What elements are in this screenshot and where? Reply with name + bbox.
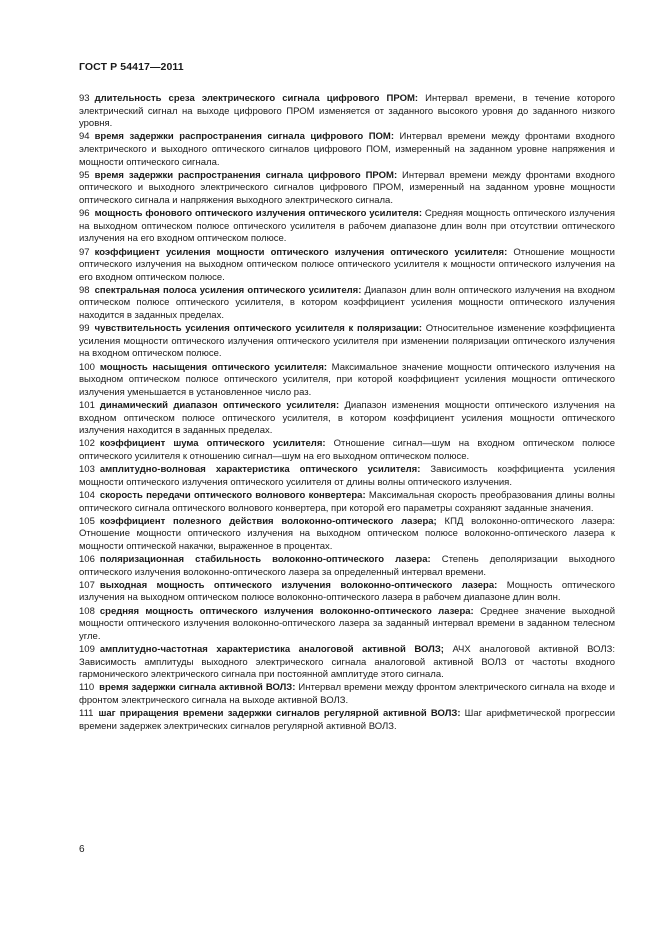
term-entry xyxy=(79,93,615,131)
entry-term: амплитудно-частотная характеристика аналоговой активной ВОЛЗ; xyxy=(99,644,444,656)
entry-term: время задержки распространения сигнала цифрового ПРОМ: xyxy=(94,169,398,181)
entry-definition: Интервал времени между фронтами входного электрического и выходного оптического сигналов цифрового ПОМ, измеренный на заданном уровне напряжения и мощности оптического сигнала. xyxy=(79,131,615,168)
entry-number: 104 xyxy=(79,489,95,501)
entry-definition: Отношение мощности оптического излучения на выходном оптическом полюсе оптического усилителя к мощности оптического излучения на его входном оптическом полюсе. xyxy=(79,246,615,283)
term-entry xyxy=(79,131,615,169)
term-entry xyxy=(79,682,615,707)
entry-term: амплитудно-волновая характеристика оптического усилителя: xyxy=(99,464,421,476)
entry-term: поляризационная стабильность волоконно-оптического лазера: xyxy=(99,554,431,566)
entry-term: шаг приращения времени задержки сигналов регулярной активной ВОЛЗ: xyxy=(98,708,461,720)
term-entry xyxy=(79,170,615,208)
entry-definition: Относительное изменение коэффициента усиления мощности оптического излучения оптического усилителя при изменении поляризации оптического излучения на входном оптическом полюсе. xyxy=(79,323,615,360)
entry-term: чувствительность усиления оптического усилителя к поляризации: xyxy=(94,323,423,335)
entry-number: 97 xyxy=(79,246,90,258)
entry-definition: АЧХ аналоговой активной ВОЛЗ: Зависимость амплитуды выходного электрического сигнала аналоговой активной ВОЛЗ от частоты входного гармонического электрического сигнала при постоянной амплитуде этого сигнала. xyxy=(79,644,615,681)
entry-term: спектральная полоса усиления оптического усилителя: xyxy=(94,284,362,296)
entry-number: 109 xyxy=(79,644,95,656)
entry-definition: Среднее значение выходной мощности оптического излучения волоконно-оптического лазера за заданный интервал времени в заданном телесном угле. xyxy=(79,605,616,642)
entry-term: время задержки сигнала активной ВОЛЗ: xyxy=(99,682,296,694)
term-entry xyxy=(79,400,615,438)
entry-definition: Степень деполяризации выходного оптического излучения волоконно-оптического лазера за определенный интервал времени. xyxy=(79,554,616,578)
entry-definition: Максимальное значение мощности оптического излучения на выходном оптическом полюсе оптического усилителя, при которой коэффициент усиления мощности оптического излучения уменьшается в установленное число раз. xyxy=(79,361,616,398)
entry-number: 106 xyxy=(79,554,95,566)
entry-definition: Интервал времени, в течение которого электрический сигнал на выходе цифрового ПРОМ изменяется от заданного высокого уровня до заданного низкого уровня. xyxy=(79,93,616,130)
entry-number: 93 xyxy=(79,93,90,104)
page-number: 6 xyxy=(79,844,85,855)
entry-number: 105 xyxy=(79,515,95,527)
term-entry xyxy=(79,708,615,733)
entry-number: 110 xyxy=(79,682,95,694)
entry-definition: Диапазон изменения мощности оптического излучения на входном оптическом полюсе оптического усилителя, в котором коэффициент усиления мощности оптического излучения находится в заданных пределах. xyxy=(79,400,616,437)
entry-term: мощность фонового оптического излучения оптического усилителя: xyxy=(94,208,422,220)
term-entry xyxy=(79,438,615,463)
term-entry xyxy=(79,362,615,400)
entry-number: 95 xyxy=(79,169,90,181)
entry-term: скорость передачи оптического волнового конвертера: xyxy=(99,489,366,501)
term-entry xyxy=(79,285,615,323)
entry-definition: Максимальная скорость преобразования длины волны оптического сигнала оптического волнового конвертера, при которой его параметры сохраняют заданные значения. xyxy=(79,489,616,514)
term-entry xyxy=(79,490,615,515)
entry-term: коэффициент полезного действия волоконно-оптического лазера; xyxy=(99,515,437,527)
document-header: ГОСТ Р 54417—2011 xyxy=(79,61,184,73)
entry-definition: Мощность оптического излучения на выходном оптическом полюсе волоконно-оптического лазера в рабочем диапазоне длин волн. xyxy=(79,579,616,604)
entry-term: коэффициент шума оптического усилителя: xyxy=(99,438,326,450)
entry-number: 99 xyxy=(79,323,90,335)
term-entry xyxy=(79,464,615,489)
entry-term: коэффициент усиления мощности оптического излучения оптического усилителя: xyxy=(94,246,508,258)
entry-definition: Шаг арифметической прогрессии времени задержек электрических сигналов регулярной активной ВОЛЗ. xyxy=(79,708,616,732)
entry-number: 107 xyxy=(79,579,95,591)
entry-definition: Интервал времени между фронтами входного оптического и выходного электрического сигналов цифрового ПРОМ, измеренный на заданном уровне мощности оптического сигнала и напряжения выходного электрического сигнала. xyxy=(79,169,615,206)
entry-term: время задержки распространения сигнала цифрового ПОМ: xyxy=(94,131,394,143)
term-entry xyxy=(79,644,615,682)
term-entry xyxy=(79,554,615,579)
term-entry xyxy=(79,247,615,285)
term-entry xyxy=(79,323,615,361)
entry-number: 103 xyxy=(79,464,95,476)
term-entries-list xyxy=(79,93,615,734)
entry-definition: Диапазон длин волн оптического излучения на входном оптическом полюсе оптического усилителя, в котором коэффициент усиления мощности оптического излучения находится в заданных пределах. xyxy=(79,284,615,322)
term-entry xyxy=(79,516,615,554)
entry-number: 96 xyxy=(79,208,90,220)
entry-term: средняя мощность оптического излучения волоконно-оптического лазера: xyxy=(99,605,474,617)
entry-term: мощность насыщения оптического усилителя: xyxy=(99,361,328,373)
entry-number: 101 xyxy=(79,400,95,411)
term-entry xyxy=(79,580,615,605)
entry-number: 111 xyxy=(79,708,94,720)
entry-term: длительность среза электрического сигнала цифрового ПРОМ: xyxy=(94,93,419,104)
entry-number: 94 xyxy=(79,131,90,143)
entry-number: 108 xyxy=(79,605,95,617)
entry-number: 98 xyxy=(79,284,90,296)
entry-definition: Интервал времени между фронтом электрического сигнала на входе и фронтом электрического сигнала на выходе активной ВОЛЗ. xyxy=(79,682,615,706)
entry-number: 102 xyxy=(79,438,95,450)
term-entry xyxy=(79,208,615,246)
term-entry xyxy=(79,606,615,644)
entry-term: динамический диапазон оптического усилителя: xyxy=(99,400,340,411)
entry-definition: Отношение сигнал—шум на входном оптическом полюсе оптического усилителя к отношению сигнал—шум на его выходном оптическом полюсе. xyxy=(79,438,615,462)
entry-definition: Средняя мощность оптического излучения на выходном оптическом полюсе оптического усилителя в рабочем диапазоне длин волн при отсутствии оптического излучения на его входном оптическом полюсе. xyxy=(79,208,615,245)
entry-number: 100 xyxy=(79,361,95,373)
entry-term: выходная мощность оптического излучения волоконно-оптического лазера: xyxy=(99,579,498,591)
entry-definition: КПД волоконно-оптического лазера: Отношение мощности оптического излучения на выходном оптическом полюсе волоконно-оптического лазера к мощности оптической накачки, выраженное в процентах. xyxy=(79,515,616,552)
entry-definition: Зависимость коэффициента усиления мощности оптического излучения оптического усилителя от длины волны оптического излучения. xyxy=(79,464,615,488)
